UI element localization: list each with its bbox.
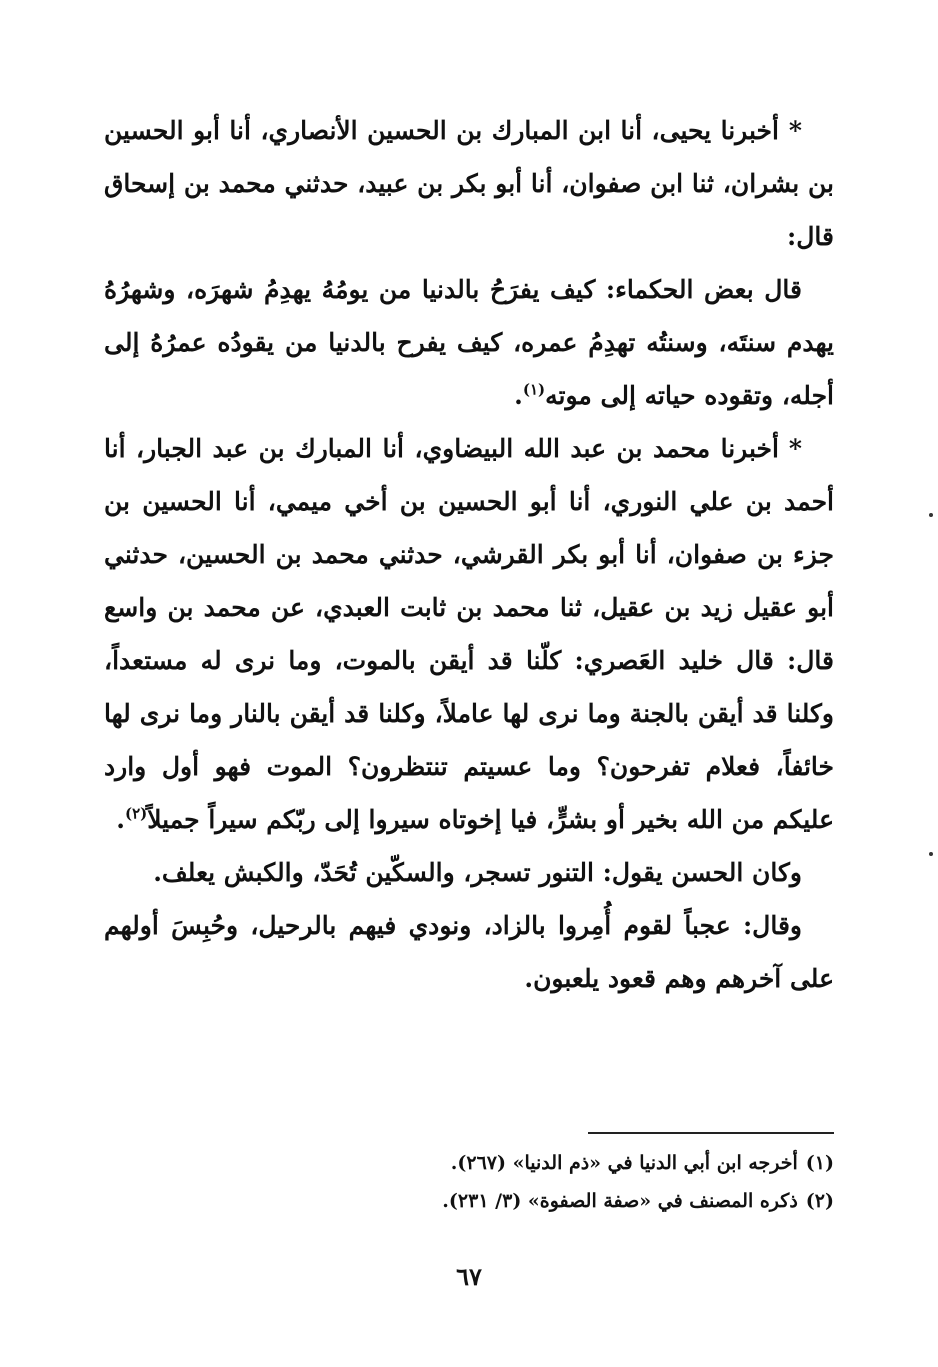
paragraph-3-end: . <box>116 805 125 834</box>
paragraph-1 <box>104 104 834 263</box>
paragraph-4-text: وكان الحسن يقول: التنور تسجر، والسكّين تُحَدّ، والكبش يعلف. <box>153 858 802 887</box>
paragraph-1-text: أخبرنا يحيى، أنا ابن المبارك بن الحسين الأنصاري، أنا أبو الحسين بن بشران، ثنا ابن صفوان، أنا أبو بكر بن عبيد، حدثني محمد بن إسحاق قال: <box>104 116 834 251</box>
paragraph-3 <box>104 422 834 846</box>
main-text <box>104 104 834 1005</box>
footnote-ref-2[interactable]: (٢) <box>124 804 148 823</box>
footnotes <box>104 1144 834 1220</box>
footnote-2-text: ذكره المصنف في «صفة الصفوة» (٣/ ٢٣١). <box>442 1190 798 1212</box>
footnote-ref-1[interactable]: (١) <box>522 380 546 399</box>
paragraph-2 <box>104 263 834 422</box>
page-number: ٦٧ <box>456 1262 482 1291</box>
paragraph-4 <box>104 846 834 899</box>
footnote-divider <box>588 1132 834 1134</box>
paragraph-3-text: أخبرنا محمد بن عبد الله البيضاوي، أنا المبارك بن عبد الجبار، أنا أحمد بن علي النوري، أنا أبو الحسين بن أخي ميمي، أنا الحسين بن جزء بن صفوان، أنا أبو بكر القرشي، حدثني محمد بن الحسين، حدثني أبو عقيل زيد بن عقيل، ثنا محمد بن ثابت العبدي، عن محمد بن واسع قال: قال خليد العَصري: كلّنا قد أيقن بالموت، وما نرى له مستعداً، وكلنا قد أيقن بالجنة وما نرى لها عاملاً، وكلنا قد أيقن بالنار وما نرى لها خائفاً، فعلام تفرحون؟ وما عسيتم تنتظرون؟ الموت فهو أول وارد عليكم من الله بخير أو بشرٍّ، فيا إخوتاه سيروا إلى ربّكم سيراً جميلاً <box>104 434 834 834</box>
footnote-1-text: أخرجه ابن أبي الدنيا في «ذم الدنيا» (٢٦٧). <box>450 1152 798 1174</box>
asterisk-marker: * <box>788 434 802 463</box>
footnote-2 <box>104 1182 834 1220</box>
footnote-1 <box>104 1144 834 1182</box>
paragraph-2-text: قال بعض الحكماء: كيف يفرَحُ بالدنيا من يومُهُ يهدِمُ شهرَه، وشهرُهُ يهدم سنتَه، وسنتُه تهدِمُ عمره، كيف يفرح بالدنيا من يقودُه عمرُهُ إلى أجله، وتقوده حياته إلى موته <box>104 275 834 410</box>
paragraph-5-text: وقال: عجباً لقوم أُمِروا بالزاد، ونودي فيهم بالرحيل، وحُبِسَ أولهم على آخرهم وهم قعود يلعبون. <box>104 911 834 993</box>
footnote-1-number: (١) <box>805 1152 834 1174</box>
scan-speck <box>929 852 933 856</box>
paragraph-5 <box>104 899 834 1005</box>
paragraph-2-end: . <box>514 381 523 410</box>
footnote-2-number: (٢) <box>805 1190 834 1212</box>
scan-speck <box>929 513 933 517</box>
asterisk-marker: * <box>788 116 802 145</box>
